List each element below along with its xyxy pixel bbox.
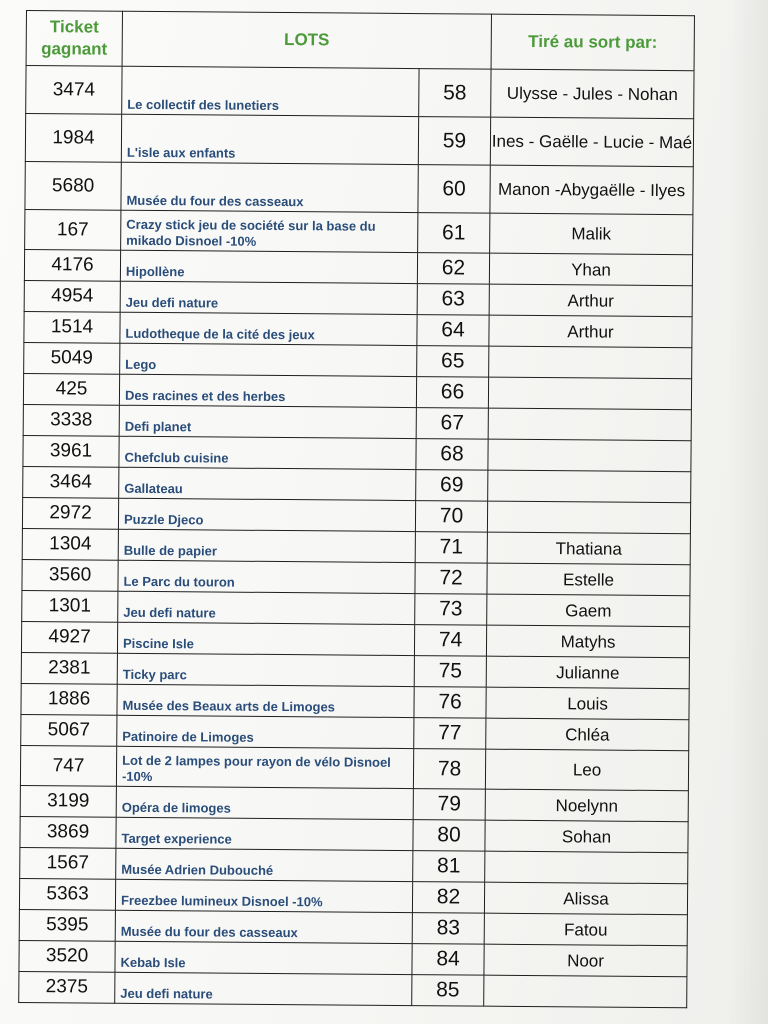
ticket-number: 3520 [19, 940, 115, 972]
lot-number: 67 [416, 408, 488, 440]
lot-number: 61 [418, 213, 490, 254]
ticket-number: 2375 [19, 971, 115, 1003]
ticket-number: 5680 [25, 161, 121, 210]
lot-number: 68 [416, 439, 488, 471]
lot-number: 65 [417, 346, 489, 378]
lot-number: 80 [413, 820, 485, 852]
ticket-number: 1567 [20, 847, 116, 879]
raffle-results-table [18, 10, 695, 1008]
lot-number: 79 [413, 789, 485, 821]
header-lots: LOTS [122, 11, 491, 69]
drawn-by-name: Leo [485, 749, 688, 791]
ticket-number: 5395 [19, 909, 115, 941]
lot-number: 76 [414, 687, 486, 719]
table-row [25, 209, 693, 254]
ticket-number: 3199 [20, 785, 116, 817]
lot-number: 84 [412, 944, 484, 976]
prize-name: Bulle de papier [118, 529, 415, 562]
table-row [26, 66, 694, 119]
ticket-number: 3560 [22, 559, 118, 591]
drawn-by-name [488, 470, 691, 503]
prize-name: Musée des Beaux arts de Limoges [117, 684, 414, 717]
table-row [25, 161, 693, 214]
drawn-by-name: Gaem [487, 594, 690, 627]
prize-name: Des racines et des herbes [119, 374, 416, 407]
lot-number: 63 [417, 284, 489, 316]
prize-name: Patinoire de Limoges [117, 715, 414, 748]
lot-number: 78 [413, 749, 485, 790]
lot-number: 77 [414, 718, 486, 750]
lot-number: 81 [413, 851, 485, 883]
ticket-number: 1304 [22, 528, 118, 560]
prize-name: L'isle aux enfants [121, 114, 418, 164]
lot-number: 69 [416, 470, 488, 502]
drawn-by-name [489, 346, 692, 379]
drawn-by-name: Ulysse - Jules - Nohan [491, 69, 694, 119]
lot-number: 82 [412, 882, 484, 914]
prize-name: Le collectif des lunetiers [122, 66, 419, 116]
prize-name: Kebab Isle [115, 941, 412, 974]
prize-name: Puzzle Djeco [118, 498, 415, 531]
prize-name: Crazy stick jeu de société sur la base du mikado Disnoel -10% [121, 210, 418, 252]
prize-name: Jeu defi nature [120, 281, 417, 314]
lot-number: 72 [415, 563, 487, 595]
drawn-by-name: Noelynn [485, 789, 688, 822]
lot-number: 74 [414, 625, 486, 657]
header-row [26, 11, 694, 71]
prize-name: Lot de 2 lampes pour rayon de vélo Disnoel -10% [116, 746, 413, 788]
drawn-by-name: Noor [484, 944, 687, 977]
table-row [25, 114, 693, 167]
prize-name: Hipollène [120, 250, 417, 283]
lot-number: 62 [417, 253, 489, 285]
prize-name: Ticky parc [117, 653, 414, 686]
prize-name: Jeu defi nature [118, 591, 415, 624]
drawn-by-name: Malik [490, 213, 693, 255]
table-row [20, 745, 688, 790]
prize-name: Opéra de limoges [116, 786, 413, 819]
drawn-by-name: Thatiana [487, 532, 690, 565]
ticket-number: 2972 [22, 497, 118, 529]
drawn-by-name [488, 377, 691, 410]
lot-number: 64 [417, 315, 489, 347]
ticket-number: 2381 [21, 652, 117, 684]
drawn-by-name: Matyhs [486, 625, 689, 658]
lot-number: 70 [415, 501, 487, 533]
drawn-by-name [487, 501, 690, 534]
ticket-number: 4927 [21, 621, 117, 653]
drawn-by-name: Manon -Abygaëlle - Ilyes [490, 165, 693, 215]
prize-name: Le Parc du touron [118, 560, 415, 593]
ticket-number: 747 [20, 745, 116, 786]
drawn-by-name: Louis [486, 687, 689, 720]
ticket-number: 4176 [24, 249, 120, 281]
drawn-by-name: Estelle [487, 563, 690, 596]
prize-name: Musée Adrien Dubouché [116, 848, 413, 881]
drawn-by-name: Ines - Gaëlle - Lucie - Maé [490, 117, 693, 167]
drawn-by-name [485, 851, 688, 884]
drawn-by-name [484, 975, 687, 1008]
prize-name: Ludotheque de la cité des jeux [120, 312, 417, 345]
ticket-number: 1886 [21, 683, 117, 715]
ticket-number: 5363 [19, 878, 115, 910]
drawn-by-name: Arthur [489, 284, 692, 317]
lot-number: 58 [419, 69, 491, 118]
prize-name: Jeu defi nature [115, 972, 412, 1005]
prize-name: Gallateau [119, 467, 416, 500]
ticket-number: 167 [25, 209, 121, 250]
drawn-by-name: Yhan [489, 253, 692, 286]
ticket-number: 3869 [20, 816, 116, 848]
lot-number: 75 [414, 656, 486, 688]
drawn-by-name [488, 408, 691, 441]
prize-name: Lego [120, 343, 417, 376]
prize-name: Freezbee lumineux Disnoel -10% [115, 879, 412, 912]
lot-number: 73 [415, 594, 487, 626]
lot-number: 83 [412, 913, 484, 945]
ticket-number: 3338 [23, 404, 119, 436]
lot-number: 71 [415, 532, 487, 564]
drawn-by-name: Fatou [484, 913, 687, 946]
ticket-number: 1514 [24, 311, 120, 343]
lot-number: 85 [412, 975, 484, 1007]
ticket-number: 1984 [25, 114, 121, 163]
prize-name: Target experience [116, 817, 413, 850]
table-row [19, 971, 687, 1007]
drawn-by-name: Arthur [489, 315, 692, 348]
ticket-number: 425 [23, 373, 119, 405]
table-body [19, 66, 694, 1008]
prize-name: Piscine Isle [117, 622, 414, 655]
drawn-by-name: Chléa [486, 718, 689, 751]
lot-number: 59 [418, 117, 490, 166]
prize-name: Musée du four des casseaux [121, 162, 418, 212]
ticket-number: 3464 [23, 466, 119, 498]
drawn-by-name [488, 439, 691, 472]
ticket-number: 5067 [21, 714, 117, 746]
prize-name: Chefclub cuisine [119, 436, 416, 469]
drawn-by-name: Alissa [484, 882, 687, 915]
drawn-by-name: Sohan [485, 820, 688, 853]
lot-number: 60 [418, 165, 490, 214]
ticket-number: 5049 [24, 342, 120, 374]
ticket-number: 1301 [22, 590, 118, 622]
drawn-by-name: Julianne [486, 656, 689, 689]
ticket-number: 3961 [23, 435, 119, 467]
prize-name: Musée du four des casseaux [115, 910, 412, 943]
prize-name: Defi planet [119, 405, 416, 438]
lot-number: 66 [416, 377, 488, 409]
ticket-number: 3474 [26, 66, 122, 115]
header-drawn-by: Tiré au sort par: [491, 14, 694, 71]
ticket-number: 4954 [24, 280, 120, 312]
header-ticket: Ticket gagnant [26, 11, 122, 67]
